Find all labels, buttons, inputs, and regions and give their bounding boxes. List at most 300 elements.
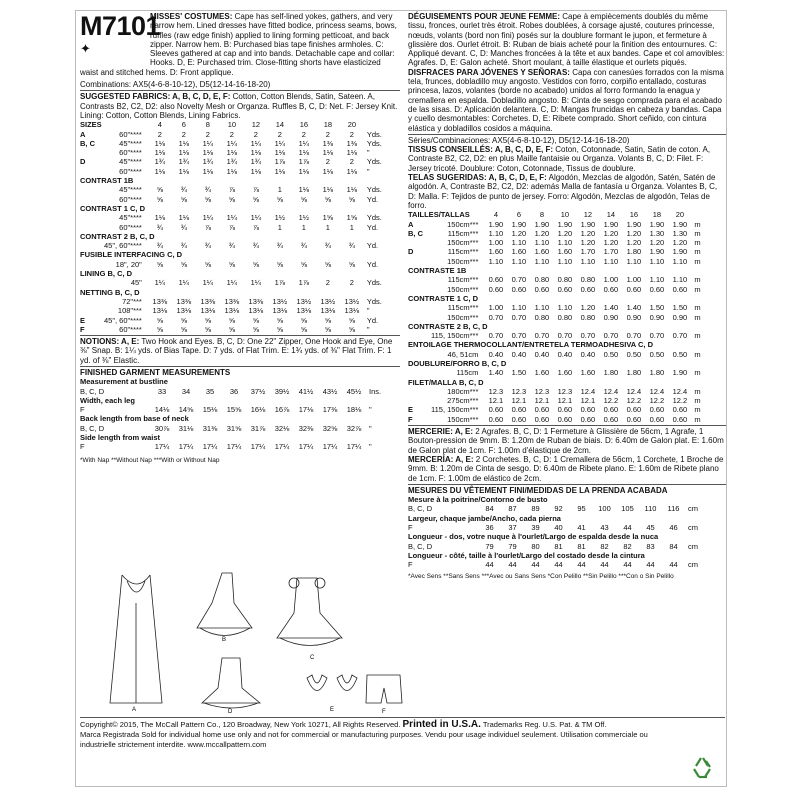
recycle-icon: [690, 755, 716, 781]
yardage-cell: 0.60: [511, 284, 527, 294]
row-view-label: [80, 260, 104, 269]
yardage-cell: ¾: [180, 222, 187, 232]
row-view-label: [80, 297, 104, 306]
yardage-cell: 1.20: [626, 228, 642, 238]
yardage-cell: 1.60: [580, 368, 596, 378]
size-header: 14: [275, 120, 285, 130]
row-view-label: B, C, D: [408, 541, 433, 551]
yardage-cell: 1.10: [672, 275, 688, 285]
row-unit: ": [369, 442, 372, 452]
table-row: [408, 294, 717, 303]
row-unit: m: [694, 256, 701, 266]
row-width: 115cm: [456, 368, 479, 378]
yardage-cell: 1.50: [511, 368, 527, 378]
row-unit: Yds.: [366, 138, 382, 148]
measure-cell: 17¼: [274, 442, 290, 452]
yardage-cell: 0.80: [580, 275, 596, 285]
yardage-cell: 0.60: [649, 284, 665, 294]
row-view-label: [408, 331, 431, 340]
yardage-cell: ⅝: [252, 259, 259, 269]
yardage-cell: 1.10: [534, 303, 550, 313]
measure-cell: 84: [669, 541, 678, 551]
measure-cell: 80: [531, 541, 540, 551]
yardage-cell: 1½: [274, 213, 286, 223]
table-row: [408, 229, 717, 238]
yardage-cell: 12.3: [488, 386, 504, 396]
yardage-cell: 0.90: [649, 312, 665, 322]
yardage-cell: 1.20: [580, 228, 596, 238]
row-width: 45", 60"****: [104, 241, 142, 251]
unit-header: [691, 210, 717, 219]
measure-cell: 14⅝: [178, 405, 194, 415]
yardage-cell: 1.70: [580, 247, 596, 257]
yardage-cell: 1⅛: [298, 185, 310, 195]
yardage-cell: 12.4: [649, 386, 665, 396]
table-row: [408, 303, 717, 312]
row-unit: cm: [688, 541, 698, 551]
yardage-cell: ⅝: [156, 324, 163, 334]
yardage-cell: 2: [277, 129, 282, 139]
yardage-cell: ⅝: [324, 194, 331, 204]
row-width: 150cm***: [447, 284, 479, 294]
yardage-cell: 1⅛: [202, 166, 214, 176]
table-row: [80, 139, 391, 148]
section-heading: DOUBLURE/FORRO B, C, D: [408, 358, 507, 368]
measure-cell: 110: [644, 504, 657, 514]
yardage-cell: 1⅛: [178, 138, 190, 148]
yardage-cell: ⅝: [228, 324, 235, 334]
yardage-cell: 1¼: [250, 138, 262, 148]
trademarks: Trademarks Reg. U.S. Pat. & TM Off.: [482, 720, 607, 729]
yardage-cell: ⅞: [252, 185, 259, 195]
row-unit: m: [694, 368, 701, 378]
yardage-cell: ⅝: [180, 315, 187, 325]
yardage-cell: 1.70: [603, 247, 619, 257]
yardage-cell: 1¼: [202, 213, 214, 223]
yardage-cell: 0.60: [557, 414, 573, 424]
table-row: [408, 396, 717, 405]
measure-cell: 100: [598, 504, 611, 514]
table-row: [80, 306, 391, 315]
row-width: 150cm***: [447, 219, 479, 229]
measure-cell: 37½: [250, 386, 266, 396]
view-b-dress-drawing: [197, 573, 252, 636]
row-view-label: B, C, D: [408, 504, 433, 514]
yardage-cell: ⅞: [228, 222, 235, 232]
yardage-cell: 1: [301, 222, 306, 232]
measure-title: Longueur - dos, votre nuque à l'ourlet/Largo de espalda desde la nuca: [408, 532, 659, 542]
yardage-cell: 13⅛: [248, 306, 264, 316]
yardage-cell: 1.30: [672, 228, 688, 238]
finished-title-fr: MESURES DU VÊTEMENT FINI/MEDIDAS DE LA PRENDA ACABADA: [408, 485, 668, 495]
measure-cell: 32⅜: [298, 423, 314, 433]
yardage-cell: 12.1: [511, 396, 527, 406]
row-unit: Yd.: [366, 241, 379, 251]
view-e-label: E: [330, 707, 335, 713]
size-header: 8: [205, 120, 210, 130]
row-view-label: B, C: [408, 228, 423, 238]
table-row: [80, 241, 391, 250]
yardage-cell: 0.50: [649, 349, 665, 359]
yardage-cell: 1.20: [580, 238, 596, 248]
yardage-cell: 1.90: [672, 219, 688, 229]
footer-line3: industrielle strictement interdite. www.mccallpattern.com: [80, 740, 267, 749]
table-row: [80, 387, 393, 396]
row-unit: m: [694, 405, 701, 415]
table-row: [408, 220, 717, 229]
yardage-cell: 1⅛: [226, 148, 238, 158]
row-width: 60"****: [119, 324, 142, 334]
size-header: 18: [323, 120, 333, 130]
row-width: 60"****: [119, 194, 142, 204]
yardage-cell: 1.10: [672, 256, 688, 266]
row-width: 115cm***: [447, 228, 479, 238]
yardage-cell: ⅝: [252, 324, 259, 334]
copyright: Copyright© 2015, The McCall Pattern Co., 120 Broadway, New York 10271, All Rights Reserved.: [80, 720, 401, 729]
yardage-cell: 1⅞: [274, 278, 286, 288]
view-a-cape-drawing: [110, 575, 162, 703]
yardage-cell: 12.2: [603, 396, 619, 406]
measure-cell: 43½: [322, 386, 338, 396]
measure-cell: 17¼: [154, 442, 170, 452]
yardage-cell: 12.2: [626, 396, 642, 406]
measure-cell: 44: [554, 560, 563, 570]
yardage-cell: 1⅛: [322, 185, 334, 195]
yardage-cell: 1.90: [511, 219, 527, 229]
measure-cell: 31⅜: [202, 423, 218, 433]
table-row: [408, 322, 717, 331]
row-unit: ": [366, 306, 370, 316]
table-row: [80, 424, 393, 433]
measure-cell: 81: [554, 541, 563, 551]
row-view-label: [80, 306, 104, 315]
yardage-cell: 13⅛: [200, 306, 216, 316]
table-row: [80, 185, 391, 194]
yardage-cell: 1.90: [649, 247, 665, 257]
measure-cell: 17¼: [298, 442, 314, 452]
table-row: [408, 405, 717, 414]
yardage-cell: 2: [349, 157, 354, 167]
yardage-cell: ⅝: [276, 194, 283, 204]
yardage-cell: ⅞: [204, 222, 211, 232]
row-width: 150cm***: [447, 312, 479, 322]
yardage-cell: 1.10: [557, 238, 573, 248]
row-unit: cm: [688, 504, 698, 514]
yardage-cell: 1.20: [603, 228, 619, 238]
yardage-cell: 1⅝: [322, 213, 334, 223]
yardage-cell: ⅝: [276, 259, 283, 269]
table-row: [408, 415, 717, 424]
yardage-cell: 2: [325, 278, 330, 288]
fabrics-en-title: SUGGESTED FABRICS: A, B, C, D, E, F:: [80, 92, 231, 102]
row-unit: m: [694, 228, 701, 238]
row-unit: m: [694, 219, 701, 229]
desc-en: Cape has self-lined yokes, gathers, and very narrow hem. Lined dresses have fitted bodice, princess seams, bows, ruffles (raw edge finish) applied to lining forming petticoat, and back zipper. Narrow hem. B: Purchased bias tape finishes armholes. C: Sleeves gathered at cap and into bands. Detachable cape and collar: Hooks. D, E: Purchased trim. Close-fitting shorts have elasticized waist and stitched hems.: [80, 12, 397, 77]
yardage-cell: 13⅜: [152, 296, 168, 306]
english-intro: [80, 12, 400, 77]
yardage-cell: 0.60: [534, 284, 550, 294]
size-header: 16: [629, 210, 639, 220]
row-view-label: B, C, D: [80, 386, 105, 396]
row-view-label: E: [408, 405, 414, 415]
row-unit: Yd.: [366, 259, 379, 269]
yardage-cell: 12.4: [603, 386, 619, 396]
yardage-cell: 0.60: [580, 405, 596, 415]
measure-cell: 16⅛: [250, 405, 266, 415]
view-b-label: B: [222, 637, 227, 643]
yardage-cell: 1½: [298, 213, 310, 223]
yardage-cell: 1.10: [557, 303, 573, 313]
measure-cell: 18⅛: [346, 405, 362, 415]
yardage-cell: 1.20: [580, 303, 596, 313]
row-width: 150cm***: [447, 414, 479, 424]
row-view-label: B, C, D: [80, 423, 105, 433]
row-unit: Yd.: [366, 222, 379, 232]
measure-cell: 82: [600, 541, 609, 551]
yardage-cell: 0.40: [534, 349, 550, 359]
table-row: [80, 204, 391, 213]
yardage-cell: ¾: [276, 241, 283, 251]
table-row: [80, 195, 391, 204]
view-d-label: D: [228, 709, 233, 713]
yardage-cell: 0.50: [626, 349, 642, 359]
measure-cell: 15⅛: [202, 405, 218, 415]
measure-cell: 36: [229, 386, 239, 396]
table-row: [80, 130, 391, 139]
yardage-cell: ¾: [228, 241, 235, 251]
view-f-label: F: [382, 709, 386, 713]
section-heading: CONTRASTE 1B: [408, 266, 467, 276]
fabrics-fr-text: Coton, Cotonnade, Satin, Satin de coton. A, Contraste B2, C2, D2: en plus Maille fantaisie ou Organza. Volants B, C, D: Filet. F: Jersey tricoté. Doublure: Coton, Cotonnade, Tissus de doublure.: [408, 145, 711, 173]
table-row: [80, 213, 391, 222]
row-width: 60"****: [119, 222, 142, 232]
yardage-cell: ⅝: [324, 259, 331, 269]
row-view-label: [408, 238, 431, 247]
yardage-cell: 1¾: [226, 157, 238, 167]
table-row: [408, 238, 717, 247]
table-row: [408, 285, 717, 294]
yardage-cell: 2: [325, 157, 330, 167]
row-view-label: [80, 223, 104, 232]
row-view-label: [80, 185, 104, 194]
measure-cell: 36: [485, 523, 494, 533]
table-row: [408, 523, 711, 532]
yardage-cell: ¾: [180, 241, 187, 251]
yardage-table-fr: [408, 210, 717, 424]
measure-cell: 44: [508, 560, 517, 570]
yardage-cell: 1⅛: [178, 166, 190, 176]
yardage-cell: 2: [301, 129, 306, 139]
yardage-cell: 0.60: [534, 414, 550, 424]
yardage-cell: 12.4: [580, 386, 596, 396]
row-width: 115cm***: [447, 275, 479, 285]
yardage-cell: 1⅞: [298, 278, 310, 288]
row-view-label: [80, 213, 104, 222]
measure-cell: 116: [667, 504, 680, 514]
row-view-label: [408, 257, 431, 266]
yardage-cell: 1.20: [557, 228, 573, 238]
yardage-cell: 2: [349, 278, 354, 288]
yardage-cell: ⅝: [300, 259, 307, 269]
yardage-cell: 1.90: [626, 219, 642, 229]
yardage-cell: 1¼: [250, 278, 262, 288]
measure-cell: 83: [646, 541, 655, 551]
combinations-en: Combinations: AX5(4-6-8-10-12), D5(12-14-16-18-20): [80, 80, 271, 90]
row-view-label: [408, 275, 431, 284]
row-unit: Yds.: [366, 157, 382, 167]
yardage-cell: 13⅛: [176, 306, 192, 316]
measure-cell: 44: [669, 560, 678, 570]
measure-cell: 44: [531, 560, 540, 570]
row-unit: Yds.: [366, 296, 382, 306]
desc-en-d: D: Front applique.: [169, 67, 234, 77]
yardage-cell: 12.1: [580, 396, 596, 406]
yardage-cell: 1.60: [534, 368, 550, 378]
section-heading: ENTOILAGE THERMOCOLLANT/ENTRETELA TERMOADHESIVA C, D: [408, 340, 653, 350]
view-d-dress-drawing: [202, 658, 260, 708]
yardage-cell: 1.00: [488, 238, 504, 248]
size-header: 10: [560, 210, 570, 220]
measure-cell: 30⅞: [154, 423, 170, 433]
yardage-cell: 0.60: [649, 414, 665, 424]
section-heading: CONTRAST 1B: [80, 176, 134, 186]
measure-cell: 34: [181, 386, 191, 396]
measure-cell: 31⅝: [226, 423, 242, 433]
table-row: [80, 297, 391, 306]
row-unit: ": [366, 166, 370, 176]
yardage-cell: 1⅞: [298, 157, 310, 167]
size-header: 6: [516, 210, 521, 220]
yardage-cell: ⅝: [324, 324, 331, 334]
row-width: 45"****: [119, 213, 142, 223]
section-heading: CONTRASTE 2 B, C, D: [408, 321, 488, 331]
yardage-cell: 13½: [344, 296, 360, 306]
measure-cell: 17⅜: [322, 405, 338, 415]
fabrics-en: [80, 92, 400, 120]
yardage-cell: 0.60: [672, 414, 688, 424]
measure-cell: 44: [577, 560, 586, 570]
yardage-cell: 1¾: [178, 157, 190, 167]
yardage-cell: 0.70: [626, 331, 642, 341]
section-heading: CONTRAST 1 C, D: [80, 203, 146, 213]
view-c-dress-drawing: [277, 578, 342, 646]
measure-cell: 15⅝: [226, 405, 242, 415]
measure-cell: 81: [577, 541, 586, 551]
yardage-cell: ¾: [204, 185, 211, 195]
nap-note-en: *With Nap **Without Nap ***With or Without Nap: [80, 456, 220, 464]
yardage-cell: 1.60: [488, 247, 504, 257]
yardage-cell: 1¼: [202, 138, 214, 148]
nap-note-fr: *Avec Sens **Sans Sens ***Avec ou Sans Sens *Con Pelillo **Sin Pelillo ***Con o Sin Pelillo: [408, 572, 674, 580]
yardage-cell: 1⅜: [322, 138, 334, 148]
row-unit: m: [694, 414, 701, 424]
measure-cell: 17¼: [178, 442, 194, 452]
yardage-cell: ⅝: [252, 315, 259, 325]
section-heading: CONTRAST 2 B, C, D: [80, 231, 155, 241]
yardage-cell: 1: [349, 222, 354, 232]
table-row: [80, 232, 391, 241]
yardage-cell: ⅝: [348, 324, 355, 334]
footer-line2: Marca Registrada Sold for individual home use only and not for commercial or manufacturing purposes. Vendu pour usage individuel seulement. Utilisation commerciale ou: [80, 730, 648, 739]
printed-in: Printed in U.S.A.: [402, 719, 481, 730]
row-unit: ": [369, 423, 372, 433]
yardage-cell: 0.60: [488, 284, 504, 294]
yardage-cell: 0.70: [580, 331, 596, 341]
yardage-cell: 1.10: [557, 256, 573, 266]
yardage-cell: 1.40: [603, 303, 619, 313]
yardage-cell: 1⅛: [322, 148, 334, 158]
row-unit: ": [369, 405, 372, 415]
yardage-cell: 12.1: [488, 396, 504, 406]
yardage-cell: 1⅜: [346, 138, 358, 148]
yardage-cell: ⅝: [300, 315, 307, 325]
yardage-cell: 1.90: [649, 219, 665, 229]
table-row: [408, 331, 717, 340]
yardage-cell: 0.50: [603, 349, 619, 359]
yardage-cell: 13⅛: [152, 306, 168, 316]
row-view-label: [408, 313, 431, 322]
size-header: 4: [157, 120, 162, 130]
yardage-cell: 0.40: [488, 349, 504, 359]
yardage-cell: 1.40: [626, 303, 642, 313]
yardage-cell: 1⅛: [250, 166, 262, 176]
table-row: [80, 167, 391, 176]
yardage-cell: 0.40: [557, 349, 573, 359]
yardage-cell: 1: [277, 222, 282, 232]
row-unit: cm: [688, 523, 698, 533]
row-view-label: [80, 195, 104, 204]
measure-cell: 17¼: [226, 442, 242, 452]
yardage-cell: 1⅛: [202, 148, 214, 158]
measure-cell: 79: [508, 541, 517, 551]
yardage-cell: 1¼: [226, 138, 238, 148]
measure-cell: 17¼: [250, 442, 266, 452]
yardage-cell: 1.50: [649, 303, 665, 313]
measure-title: Mesure à la poitrine/Contorno de busto: [408, 495, 548, 505]
measure-cell: 95: [577, 504, 586, 514]
yardage-cell: 0.60: [603, 414, 619, 424]
table-row: [80, 442, 393, 451]
yardage-cell: 1.10: [534, 238, 550, 248]
yardage-cell: 0.80: [534, 312, 550, 322]
yardage-cell: 1.90: [672, 247, 688, 257]
size-header: 14: [606, 210, 616, 220]
row-width: 72"***: [122, 296, 142, 306]
yardage-cell: 13⅜: [176, 296, 192, 306]
yardage-cell: ⅝: [180, 194, 187, 204]
yardage-cell: 1¾: [202, 157, 214, 167]
measure-cell: 17⅛: [298, 405, 314, 415]
yardage-cell: 0.60: [488, 414, 504, 424]
row-unit: ": [366, 148, 370, 158]
table-row: [408, 542, 711, 551]
row-width: 108"***: [117, 306, 142, 316]
table-row: [80, 157, 391, 166]
yardage-cell: 1.00: [488, 303, 504, 313]
measure-title: Longueur - côté, taille à l'ourlet/Largo del costado desde la cintura: [408, 550, 645, 560]
table-row: [408, 247, 717, 256]
measure-cell: 44: [485, 560, 494, 570]
yardage-cell: 2: [253, 129, 258, 139]
yardage-cell: 1.60: [557, 247, 573, 257]
yardage-cell: 1.10: [603, 256, 619, 266]
yardage-cell: 0.60: [580, 414, 596, 424]
merceria-title: MERCERÍA: A, E:: [408, 454, 474, 464]
yardage-cell: 1⅛: [154, 148, 166, 158]
yardage-cell: 1.10: [488, 256, 504, 266]
measure-title: Measurement at bustline: [80, 377, 168, 387]
footer: [80, 720, 700, 750]
